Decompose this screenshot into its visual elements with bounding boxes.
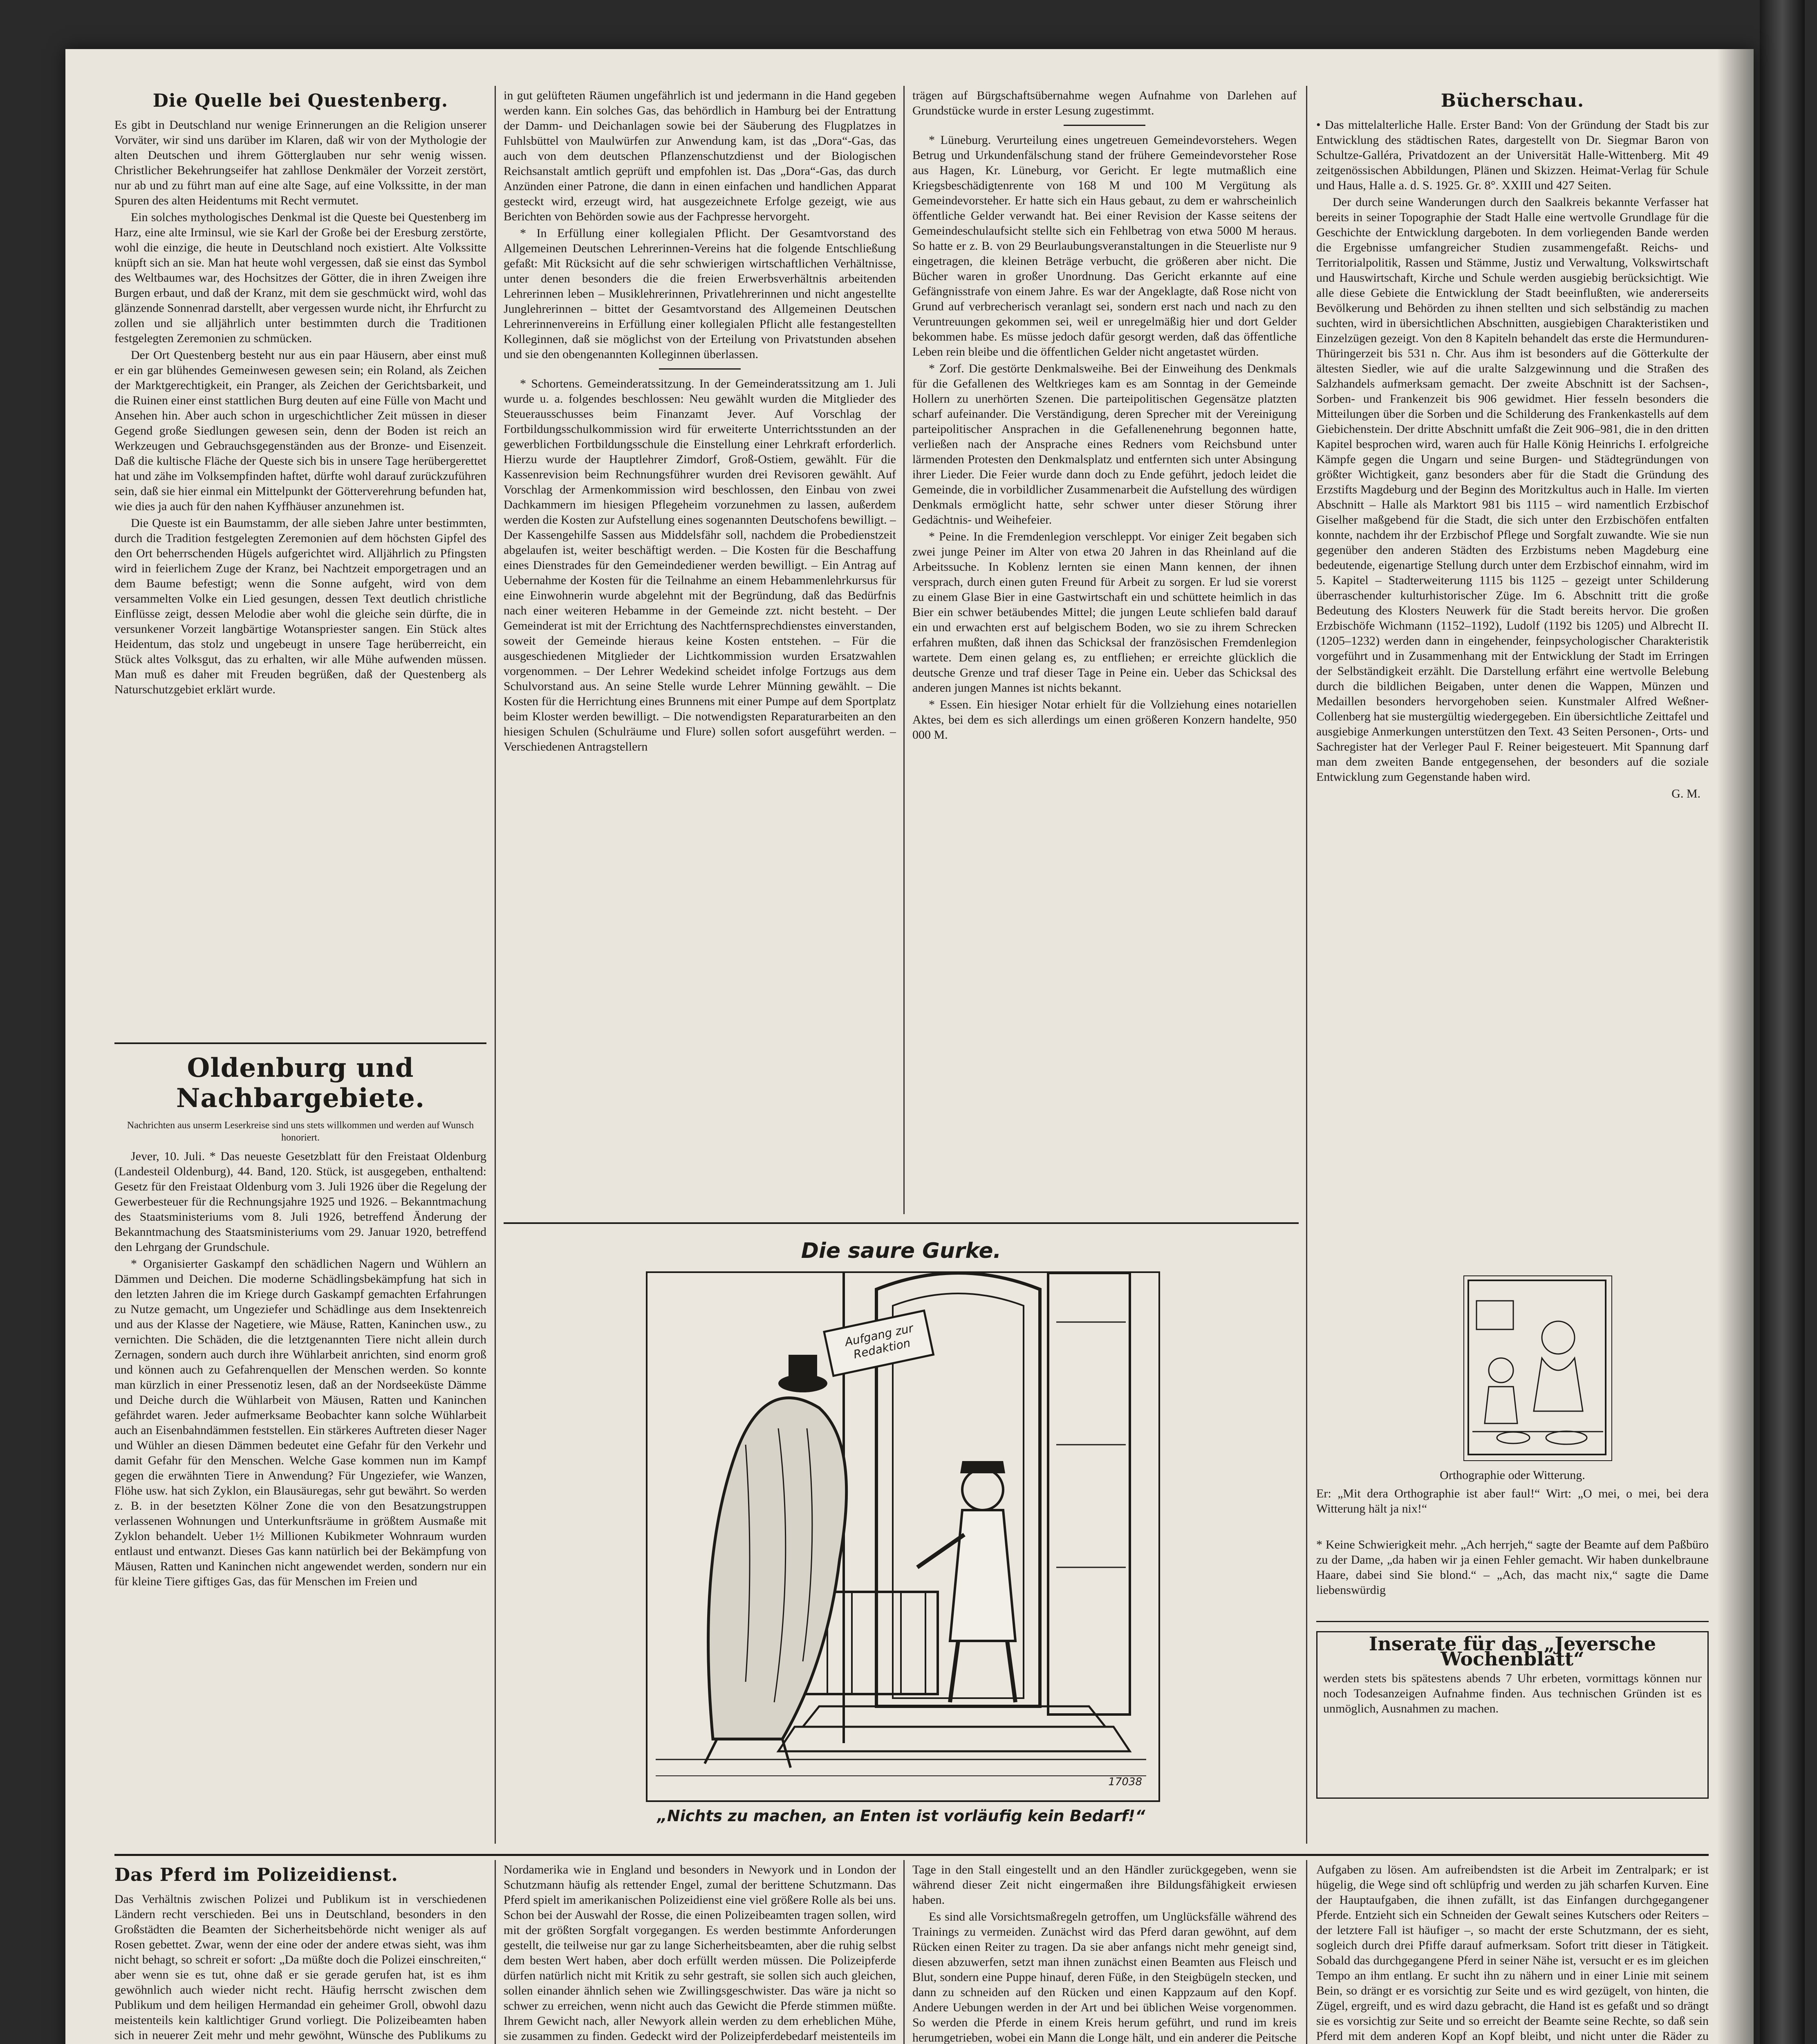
paragraph: trägen auf Bürgschaftsübernahme wegen Aufnahme von Darlehen auf Grundstücke wurde in erster Lesung zugestimmt. xyxy=(912,89,1297,117)
column-rule xyxy=(1306,86,1307,1844)
cartoon-caption: „Nichts zu machen, an Enten ist vorläufig kein Bedarf!“ xyxy=(657,1807,1145,1825)
paragraph: * Schortens. Gemeinderatssitzung. In der Gemeinderatssitzung am 1. Juli wurde u. a. folgendes beschlossen: Neu gewählt wurden die Mitglieder des Steuerausschusses beim Finanzamt Jever. Auf Vorschlag der Fortbildungsschulkommission wird für erweiterte Unterrichtsstunden an der gewerblichen Fortbildungsschule die Einstellung einer Lehrkraft erforderlich. Hierzu wurde der Hauptlehrer Zimdorf, Groß-Ostiem, gewählt. Für die Kassenrevision beim Rechnungsführer wurden drei Revisoren gewählt. Auf Vorschlag der Armenkommission wird beschlossen, den Einbau von zwei Dachkammern im hiesigen Pflegeheim vorzunehmen zu lassen, außerdem werden die Kosten zur Aufstellung eines sogenannten Deutschofens bewilligt. – Der Kassengehilfe Sassen aus Middelsfähr soll, nachdem die Probedienstzeit abgelaufen ist, weiter beschäftigt werden. – Die Kosten für die Beschaffung eines Dienstrades für den Gemeindediener werden bewilligt. – Ein Antrag auf Uebernahme der Kosten für die Teilnahme an einem Hebammenlehrkursus für eine Einwohnerin wurde abgelehnt mit der Begründung, daß das Bedürfnis nach einer weiteren Hebamme in der Gemeinde zzt. nicht besteht. – Der Gemeinderat ist mit der Errichtung des Nachtfernsprechdienstes einverstanden, soweit der Gemeinde hieraus keine Kosten entstehen. – Für die ausgeschiedenen Mitglieder der Lichtkommission wurden Ersatzwahlen vorgenommen. – Der Lehrer Wedekind scheidet infolge Fortzugs aus dem Schulvorstand aus. An seine Stelle wurde Lehrer Münning gewählt. – Die Kosten für die Herrichtung eines Brunnens mit einer Pumpe auf dem Sportplatz beim Kloster werden bewilligt. – Die notwendigsten Reparaturarbeiten an den hiesigen Schulen (Schulräume und Flure) sollen sofort ausgeführt werden. – Verschiedenen Antragstellern xyxy=(504,377,896,753)
section-divider xyxy=(114,1042,486,1044)
small-cartoon xyxy=(1463,1275,1612,1461)
section-divider xyxy=(1316,1621,1709,1622)
advertising-notice xyxy=(1316,1631,1709,1799)
section-title: Bücherschau. xyxy=(1441,90,1584,111)
article-pferd-col1 xyxy=(114,1862,486,2044)
cartoon-number: 17038 xyxy=(1108,1776,1142,1788)
paragraph: Ein solches mythologisches Denkmal ist die Queste bei Questenberg im Harz, eine alte Irminsul, wie sie Karl der Große bei der Eresburg zerstörte, wohl die einzige, die heute in Deutschland noch existiert. Alte Volkssitte knüpft sich an sie. Man hat heute wohl vergessen, daß sie einst das Symbol des Weltbaumes war, des Hochsitzes der Götter, die in ihren Zweigen ihre Burgen erbaut, und daß der Kranz, mit dem sie geschmückt wird, wohl das glänzende Sonnenrad darstellt, aber vergessen wurde nicht, ihr Ehrfurcht zu zollen und sie alljährlich unter bestimmten durch die Traditionen festgelegten Zeremonien zu schmücken. xyxy=(114,211,486,345)
author-signature: G. M. xyxy=(1671,787,1700,800)
article-title: Das Pferd im Polizeidienst. xyxy=(114,1865,398,1885)
column-rule xyxy=(903,1860,905,2044)
paragraph: in gut gelüfteten Räumen ungefährlich ist und jedermann in die Hand gegeben werden kann. Ein solches Gas, das behördlich in Hamburg bei der Entrattung der Damm- und Deichanlagen sowie bei der Säuberung des Flugplatzes in Fuhlsbüttel von Maulwürfen zur Anwendung kam, ist das „Dora“-Gas, das auch von dem deutschen Pflanzenschutzdienst und der Biologischen Reichsanstalt amtlich geprüft und empfohlen ist. Das „Dora“-Gas, das durch Anzünden einer Patrone, die dann in einen einfachen und handlichen Apparat gesteckt wird, erzeugt wird, hat ausgezeichnete Erfolge gezeigt, wie aus Berichten von Behörden sowie aus der Fachpresse hervorgeht. xyxy=(504,89,896,223)
paragraph: * Essen. Ein hiesiger Notar erhielt für die Vollziehung eines notariellen Aktes, bei dem es sich allerdings um einen größeren Konzern handelte, 950 000 M. xyxy=(912,698,1297,742)
section-divider xyxy=(114,1854,1709,1856)
paragraph: Es sind alle Vorsichtsmaßregeln getroffen, um Unglücksfälle während des Trainings zu vermeiden. Zunächst wird das Pferd daran gewöhnt, auf dem Rücken einen Reiter zu tragen. Da sie aber anfangs nicht mehr geneigt sind, diesen abzuwerfen, setzt man ihnen zunächst einen Beamten aus Fleisch und Blut, sondern eine Puppe hinauf, deren Füße, in den Steigbügeln stecken, und dann zu schneiden auf den Rücken und einen Kappzaum auf den Kopf. Andere Uebungen werden in der Art und bei üblichen Weise vorgenommen. So werden die Pferde in einem Kreis herum geführt, und rund im kreis herumgetrieben, wobei ein Mann die Longe hält, und ein anderer die Peitsche xyxy=(912,1910,1297,2044)
section-divider xyxy=(504,1222,1299,1224)
article-questenberg xyxy=(114,88,486,1040)
door-sign-text: Aufgang zur Redaktion xyxy=(843,1321,914,1361)
article-buecherschau xyxy=(1316,88,1709,1265)
article-title: Die Quelle bei Questenberg. xyxy=(152,90,448,111)
paragraph: Die Queste ist ein Baumstamm, der alle sieben Jahre unter bestimmten, durch die Tradition festgelegten Zeremonien auf dem höchsten Gipfel des den Ort beherrschenden Hügels aufgerichtet wird. Alljährlich zu Pfingsten wird in feierlichem Zuge der Kranz, bei Nachtzeit emporgetragen und an dem Baume befestigt; wenn die Sonne aufgeht, wird von dem versammelten Volke ein Lied gesungen, dessen Text deutlich christliche Einflüsse zeigt, dessen Melodie aber wohl die gleiche sein dürfte, die in versunkener Vorzeit langbärtige Wotanspriester sangen. Ein Stück altes Heidentum, das stolz und ungebeugt in unsere Tage herüberreicht, ein Stück altes Volksgut, das zu erhalten, wir alle Mühe aufwenden müssen. Man muß es daher mit Freuden begrüßen, daß der Questenberg als Naturschutzgebiet erklärt wurde. xyxy=(114,516,486,696)
small-cartoon-dialog: Er: „Mit dera Orthographie ist aber faul!“ Wirt: „O mei, o mei, bei dera Witterung hält ja nix!“ xyxy=(1316,1487,1709,1515)
article-oldenburg xyxy=(114,1051,486,1856)
editor-note: Nachrichten aus unserm Leserkreise sind uns stets willkommen und werden auf Wunsch honoriert. xyxy=(127,1120,474,1143)
anecdote-paragraph: * Keine Schwierigkeit mehr. „Ach herrjeh,“ sagte der Beamte auf dem Paßbüro zu der Dame, „da haben wir ja einen Fehler gemacht. Wir haben dunkelbraune Haare, dabei sind Sie blond.“ – „Ach, das macht nix,“ sagte die Dame liebenswürdig xyxy=(1316,1538,1709,1597)
small-cartoon-caption: Orthographie oder Witterung. xyxy=(1440,1468,1585,1482)
paragraph: Tage in den Stall eingestellt und an den Händler zurückgegeben, wenn sie während dieser Zeit nicht eingermaßen ihre Bildungsfähigkeit erwiesen haben. xyxy=(912,1863,1297,1907)
column-two xyxy=(504,88,896,1212)
cartoon-title: Die saure Gurke. xyxy=(801,1239,1001,1263)
small-cartoon-drawing xyxy=(1464,1276,1610,1459)
article-pferd-col3 xyxy=(912,1862,1297,2044)
main-cartoon xyxy=(646,1271,1160,1802)
paragraph: * In Erfüllung einer kollegialen Pflicht. Der Gesamtvorstand des Allgemeinen Deutschen Lehrerinnen-Vereins hat die folgende Entschließung gefaßt: Mit Rücksicht auf die sehr schwierigen wirtschaftlichen Verhältnisse, unter denen besonders die die freien Erwerbsverhältnis arbeitenden Lehrerinnen leben – Musiklehrerinnen, Privatlehrerinnen und nicht angestellte Junglehrerinnen – bittet der Gesamtvorstand des Allgemeinen Deutschen Lehrerinnenvereins in Erfüllung einer kollegialen Pflicht alle festangestellten Kolleginnen, daß sie möglichst von der Erteilung von Privatstunden absehen und sie den obengenannten Kolleginnen überlassen. xyxy=(504,226,896,361)
paragraph: Nordamerika wie in England und besonders in Newyork und in London der Schutzmann häufig als rettender Engel, zumal der berittene Schutzmann. Das Pferd spielt im amerikanischen Polizeidienst eine viel größere Rolle als bei uns. Schon bei der Auswahl der Rosse, die einen Polizeibeamten tragen sollen, wird mit der größten Sorgfalt vorgegangen. Es werden bestimmte Anforderungen gestellt, die teilweise nur gar zu lange Sicherheitsbeamten, aber die ruhig selbst dem besten Wert haben, aber doch erfüllt werden müssen. Die Polizeipferde dürfen natürlich nicht mit Kritik zu sehr gestraft, sie sollen sich auch gleichen, sollen einander ähnlich sehen wie Zwillingsgeschwister. Das wäre ja nicht so schwer zu erreichen, wenn nicht auch das Gewicht die Pferde stimmen müßte. Ihrem Gewicht nach, aller Newyork allein werden zu dem erheblichen Mühe, sie zusammen zu finden. Gedeckt wird der Polizeipferdebedarf meistenteils im xyxy=(504,1863,896,2043)
separator xyxy=(659,368,741,370)
notice-title: Inserate für das „Jeversche Wochenblatt“ xyxy=(1369,1633,1656,1670)
column-rule xyxy=(1306,1860,1307,2044)
paragraph: * Organisierter Gaskampf den schädlichen Nagern und Wühlern an Dämmen und Deichen. Die moderne Schädlingsbekämpfung hat sich in den letzten Jahren die im Kriege durch Gaskampf gemachten Erfahrungen zu Nutze gemacht, um Ungeziefer und Schädlinge aus dem Insektenreich und aus der Klasse der Nagetiere, wie Mäuse, Ratten, Kaninchen usw., zu vernichten. Die Schäden, die die letztgenannten Tiere nicht allein durch Zernagen, sondern auch durch ihre Wühlarbeit anrichten, sind enorm groß und können auch zu Gefahrenquellen der Menschen werden. So konnte man kürzlich in einer Pressenotiz lesen, daß an der Nordseeküste Dämme und Deiche durch die Wühlarbeit von Mäusen, Ratten und Kaninchen gefährdet waren. Jeder aufmerksame Beobachter kann solche Wühlarbeit auch an Eisenbahndämmen feststellen. Ein stärkeres Auftreten dieser Nager und Wühler an diesen Dämmen bedeutet eine Gefahr für den Verkehr und damit Gefahr für den Menschen. Welche Gase kommen nun im Kampf gegen die erwähnten Tiere in Anwendung? Für Ungeziefer, wie Wanzen, Flöhe usw. hat sich Zyklon, ein Blausäuregas, sehr gut bewährt. So werden z. B. in der besetzten Kölner Zone die von den Besatzungstruppen verlassenen Wohnungen und Unterkunftsräume in größtem Ausmaße mit Zyklon behandelt. Ueber 1½ Millionen Kubikmeter Wohnraum wurden entlaust und entwanzt. Dieses Gas kann natürlich bei der Bekämpfung von Mäusen, Ratten und Kaninchen nicht angewendet werden, sondern nur ein für kleine Tiere giftiges Gas, das für Menschen im Freien und xyxy=(114,1257,486,1588)
separator xyxy=(1064,125,1145,126)
paragraph: Der durch seine Wanderungen durch den Saalkreis bekannte Verfasser hat bereits in seiner Topographie der Stadt Halle eine wertvolle Grundlage für die Geschichte der Entwicklung dargeboten. In dem vorliegenden Bande werden die Ergebnisse umfangreicher Studien zusammengefaßt. Reichs- und Territorialpolitik, Rassen und Stämme, Justiz und Verwaltung, Volkswirtschaft und Hauswirtschaft, Kirche und Schule werden ausgiebig berücksichtigt. Wie alle diese Gebiete die Entwicklung der Stadt beeinflußten, wie andererseits Bevölkerung und Behörden zu ihnen stellten und sich selbständig zu machen suchten, wird in übersichtlichen Abschnitten, ausgiebigen Charakteristiken und Einzelzügen gezeigt. Von den 8 Kapiteln behandelt das erste die Hermunduren-Thüringerzeit bis 531 n. Chr. Aus ihm ist besonders auf die Götterkulte der ältesten Siedler, wie auf die uralte Salzgewinnung und die Straßen des Salzhandels aufmerksam gemacht. Der zweite Abschnitt ist der Sachsen-, Sorben- und Frankenzeit bis 906 gewidmet. Hier fesseln besonders die Mitteilungen über die Sorben und die Schilderung des Frankenkastells auf dem Giebichenstein. Der dritte Abschnitt umfaßt die Zeit 906–981, die in den dritten Kapitel besprochen wird, waren auch für Halle König Heinrichs I. erfolgreiche Kämpfe gegen die Ungarn und seine Burgen- und Städtegründungen von größter Wichtigkeit, ganz besonders aber für die Stadt die Gründung des Erzstifts Magdeburg und der Beginn des Moritzkultus auch in Halle. Im vierten Abschnitt – Halle als Marktort 981 bis 1115 – wird namentlich Erzbischof Giselher maßgebend für die Stadt, die sich unter den Erzbischöfen entfalten konnte, nachdem ihr der Erzbischof Pflege und Sorgfalt zuwandte. Wie sie nun gegenüber den anderen Städten des Erzbistums neben Magdeburg eine bedeutende, eigenartige Stellung durch unter dem Erzbischof einnahm, wird im 5. Kapitel – Stadterweiterung 1115 bis 1125 – gezeigt unter Schilderung überraschender kulturhistorischer Züge. Im 6. Abschnitt tritt die große Bedeutung des Klosters Neuwerk für die Stadt bereits hervor. Die großen Erzbischöfe Wichmann (1152–1192), Ludolf (1192 bis 1205) und Albrecht II. (1205–1232) werden dann in eingehender, feinpsychologischer Charakteristik vorgeführt und in Zusammenhang mit der Entwicklung der Stadt im Erringen der Selbständigkeit erzählt. Die Darstellung erfährt eine wertvolle Belebung durch die bildlichen Beigaben, unter denen die Wappen, Münzen und Medaillen besonders hervorgehoben seien. Kunstmaler Alfred Weßner-Collenberg hat sie mustergültig wiedergegeben. Ein übersichtliche Zeittafel und ausgiebige Anmerkungen unterstützen den Text. 43 Seiten Personen-, Orts- und Sachregister hat der Verleger Paul F. Reiner beigesteuert. Mit Spannung darf man dem zweiten Bande entgegensehen, der besonders auf die soziale Entwicklung zum Gegenstande haben wird. xyxy=(1316,195,1709,784)
book-binding xyxy=(1760,0,1805,2044)
column-rule xyxy=(495,86,496,1844)
paragraph: Das Verhältnis zwischen Polizei und Publikum ist in verschiedenen Ländern recht verschieden. Bei uns in Deutschland, besonders in den Großstädten die Beamten der Sicherheitsbehörde nicht weniger als auf Rosen gebettet. Zwar, wenn der eine oder der andere etwas sieht, was ihm nicht behagt, so schreit er sofort: „Da müßte doch die Polizei einschreiten,“ aber wenn sie es tut, ohne daß er sie gerade gerufen hat, ist es ihm gewöhnlich auch wieder nicht recht. Häufig herrscht zwischen dem Publikum und dem heiligen Hermandad ein geheimer Groll, obwohl dazu meistenteils kein kaltlichtiger Grund vorliegt. Die Polizeibeamten haben sich in neuerer Zeit mehr und mehr gewöhnt, Wünsche des Publikums zu xyxy=(114,1892,486,2042)
paragraph: Der Ort Questenberg besteht nur aus ein paar Häusern, aber einst muß er ein gar blühendes Gemeinwesen gewesen sein; ein Roland, als Zeichen der Marktgerechtigkeit, ein Pranger, als Zeichen der Gerichtsbarkeit, und die Ruinen einer einst stattlichen Burg deuten auf eine Fülle von Macht und Ansehen hin. Aber auch schon in urgeschichtlicher Zeit müssen in dieser Gegend große Siedlungen gewesen sein, denn der Boden ist reich an Werkzeugen und Gebrauchsgegenständen aus der Bronze- und Eisenzeit. Daß die kultische Fläche der Queste sich bis in unsere Tage herübergerettet hat und zähe im Volksempfinden haftet, dürfte wohl darauf zurückzuführen sein, daß sie hier einmal ein Mittelpunkt der Götterverehrung befunden hat, wie dies ja auch für den nahen Kyffhäuser anzunehmen ist. xyxy=(114,348,486,513)
paragraph: Jever, 10. Juli. * Das neueste Gesetzblatt für den Freistaat Oldenburg (Landesteil Oldenburg), 44. Band, 120. Stück, ist ausgegeben, enthaltend: Gesetz für den Freistaat Oldenburg vom 3. Juli 1926 über die Regelung der Gewerbesteuer für die Rechnungsjahre 1925 und 1926. – Bekanntmachung des Staatsministeriums vom 8. Juli 1926, betreffend Änderung der Bekanntmachung des Staatsministeriums vom 29. Januar 1920, betreffend den Lehrgang der Grundschule. xyxy=(114,1150,486,1254)
paragraph: • Das mittelalterliche Halle. Erster Band: Von der Gründung der Stadt bis zur Entwicklung des städtischen Rates, dargestellt von Dr. Siegmar Baron von Schultze-Galléra, Privatdozent an der Universität Halle-Wittenberg. Mit 49 zeitgenössischen Abbildungen, Plänen und Skizzen. Heimat-Verlag für Schule und Haus, Halle a. d. S. 1925. Gr. 8°. XXIII und 427 Seiten. xyxy=(1316,118,1709,192)
newspaper-page xyxy=(65,49,1754,2044)
paragraph: * Lüneburg. Verurteilung eines ungetreuen Gemeindevorstehers. Wegen Betrug und Urkundenfälschung stand der frühere Gemeindevorsteher Rose aus Hagen, Kr. Lüneburg, vor Gericht. Er legte mutmaßlich eine Kriegsbeschädigtenrente von 168 M und 100 M Vergütung als Gemeindevorsteher. Er hatte sich ein Haus gebaut, zu dem er wahrscheinlich öffentliche Gelder verwandt hat. Bei einer Revision der Kasse seitens der Gemeindeschulaufsicht stellte sich ein Fehlbetrag von etwa 5000 M heraus. So hatte er z. B. von 29 Beurlaubungsveranstaltungen in die Steuerliste nur 9 eingetragen, die kleinen Beträge verbucht, die größeren aber nicht. Die Bücher waren in großer Unordnung. Das Gericht erkannte auf eine Gefängnisstrafe von einem Jahre. Es war der Angeklagte, daß Rose nicht von Grund auf verbrecherisch veranlagt sei, sondern erst nach und nach zu den Veruntreuungen gekommen sei, weil er unregelmäßig hier und dort Gelder bekommen habe. Es müsse jedoch dafür gesorgt werden, daß das öffentliche Leben rein bleibe und die öffentlichen Gelder nicht angetastet würden. xyxy=(912,133,1297,359)
column-rule xyxy=(903,86,905,1214)
paragraph: Aufgaben zu lösen. Am aufreibendsten ist die Arbeit im Zentralpark; er ist hügelig, die Wege sind oft schlüpfrig und werden zu jäh scharfen Kurven. Eine der Hauptaufgaben, die ihnen zufällt, ist das Einfangen durchgegangener Pferde. Entzieht sich ein Schneiden der Gewalt seines Kutschers oder Reiters – der letztere Fall ist häufiger –, so macht der erste Schutzmann, der es sieht, sogleich durch drei Pfiffe darauf aufmerksam. Sofort tritt dieser in Tätigkeit. Sobald das durchgegangene Pferd in seiner Nähe ist, versucht er es im gleichen Tempo an ihm entlang. Er sucht ihn zu nähern und in einer Linie mit seinem Bein, so drängt er es vorsichtig zur Seite und es wird gezügelt, von hinten, die Zügel, ergreift, und es wird dazu gebracht, die Hand ist es gefaßt und so drängt sie es vorsichtig zur Seite und so erreicht der Beamte seine Rechte, so daß sein Pferd mit dem anderen Kopf an Kopf bleibt, und nicht unter die Räder zu xyxy=(1316,1863,1709,2043)
column-three xyxy=(912,88,1297,1212)
article-pferd-col4 xyxy=(1316,1862,1709,2044)
column-rule xyxy=(495,1860,496,2044)
paragraph: Es gibt in Deutschland nur wenige Erinnerungen an die Religion unserer Vorväter, wir sind uns darüber im Klaren, daß wir von der Mythologie der alten Deutschen und ihrem Götterglauben nur sehr wenig wissen. Christlicher Bekehrungseifer hat zahllose Denkmäler der Vorzeit zerstört, nur ab und zu führt man auf eine alte Sage, auf eine Volkssitte, in der man Spuren des alten Heidentums mit Recht vermutet. xyxy=(114,118,486,207)
article-pferd-col2 xyxy=(504,1862,896,2044)
paragraph: * Peine. In die Fremdenlegion verschleppt. Vor einiger Zeit begaben sich zwei junge Peiner im Alter von etwa 20 Jahren in das Rheinland auf die Arbeitssuche. In Koblenz lernten sie einen Mann kennen, der ihnen versprach, durch einen guten Freund für Arbeit zu sorgen. Er lud sie vorerst zu einem Glase Bier in eine Gastwirtschaft ein und schüttete heimlich in das Bier ein schwer betäubendes Mittel; die jungen Leute schliefen bald darauf ein und erwachten erst auf belgischem Boden, wo sie zu ihrem Schrecken erfahren mußten, daß ihnen das Schicksal der französischen Fremdenlegion wartete. Dem einen gelang es, zu entfliehen; er erreichte glücklich die deutsche Grenze und traf dieser Tage in Peine ein. Ueber das Schicksal des anderen jungen Mannes ist nichts bekannt. xyxy=(912,530,1297,695)
notice-text: werden stets bis spätestens abends 7 Uhr erbeten, vormittags können nur noch Todesanzeigen Aufnahme finden. Aus technischen Gründen ist es unmöglich, Ausnahmen zu machen. xyxy=(1323,1672,1702,1715)
section-title: Oldenburg und Nachbargebiete. xyxy=(176,1053,425,1114)
paragraph: * Zorf. Die gestörte Denkmalsweihe. Bei der Einweihung des Denkmals für die Gefallenen des Weltkrieges kam es am Sonntag in der Gemeinde Hollern zu unerhörten Szenen. Die parteipolitischen Gegensätze platzten scharf aufeinander. Die Verständigung, deren Sprecher mit der Vereinigung parteipolitischer Ansprachen in die Gefallenenehrung begonnen hatte, verließen nach der Ansprache eines Redners vom Reichsbund unter lärmenden Protesten den Denkmalsplatz und entfernten sich unter Absingung ihrer Lieder. Die Feier wurde dann doch zu Ende geführt, jedoch leidet die Gemeinde, die in vorbildlicher Zusammenarbeit die Aufstellung des würdigen Denkmals ermöglicht hatte, sehr schwer unter dieser Störung ihrer Gedächtnis- und Weihefeier. xyxy=(912,362,1297,527)
